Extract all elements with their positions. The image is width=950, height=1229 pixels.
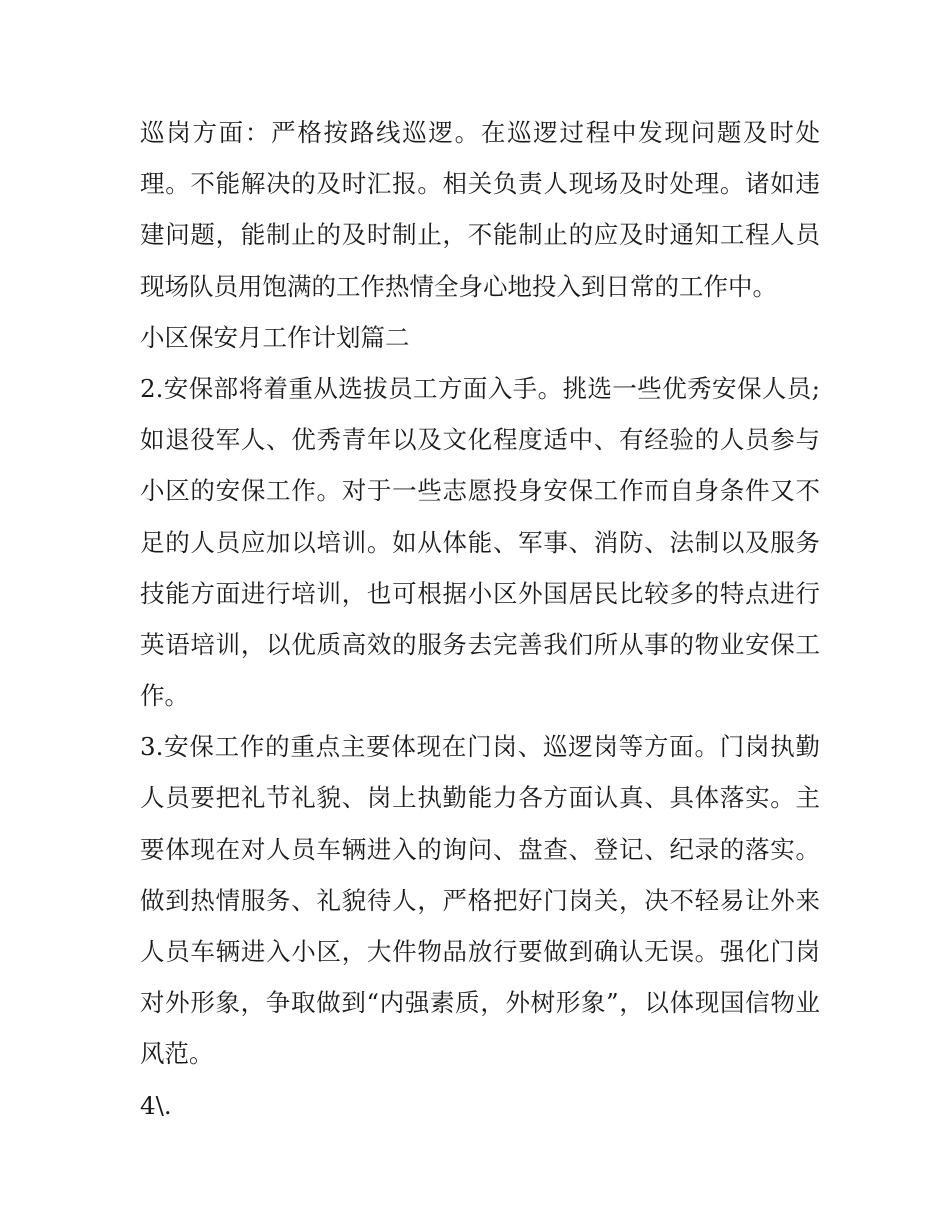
text-line: 小区的安保工作。对于一些志愿投身安保工作而自身条件又不 [140,476,820,506]
text-line: 2.安保部将着重从选拔员工方面入手。挑选一些优秀安保人员; [140,373,820,403]
text-line: 巡岗方面：严格按路线巡逻。在巡逻过程中发现问题及时处 [140,118,820,147]
text-line: 足的人员应加以培训。如从体能、军事、消防、法制以及服务 [140,527,820,557]
text-line: 人员要把礼节礼貌、岗上执勤能力各方面认真、具体落实。主 [140,783,820,813]
section-heading: 小区保安月工作计划篇二 [140,322,410,352]
text-line: 要体现在对人员车辆进入的询问、盘查、登记、纪录的落实。 [140,834,820,864]
text-line: 英语培训，以优质高效的服务去完善我们所从事的物业安保工 [140,629,820,659]
text-line: 技能方面进行培训，也可根据小区外国居民比较多的特点进行 [140,578,820,608]
text-line: 风范。 [140,1039,214,1069]
text-line: 如退役军人、优秀青年以及文化程度适中、有经验的人员参与 [140,425,820,455]
text-line: 建问题，能制止的及时制止，不能制止的应及时通知工程人员 [140,220,820,250]
text-line: 理。不能解决的及时汇报。相关负责人现场及时处理。诸如违 [140,169,820,199]
text-line: 对外形象，争取做到“内强素质，外树形象”，以体现国信物业 [140,988,820,1018]
text-line: 人员车辆进入小区，大件物品放行要做到确认无误。强化门岗 [140,937,820,966]
text-line: 做到热情服务、礼貌待人，严格把好门岗关，决不轻易让外来 [140,885,820,915]
text-line: 现场队员用饱满的工作热情全身心地投入到日常的工作中。 [140,271,777,301]
document-body [140,107,820,1131]
text-line: 作。 [140,681,189,711]
text-line: 3.安保工作的重点主要体现在门岗、巡逻岗等方面。门岗执勤 [140,732,820,762]
text-line: 4\. [140,1090,172,1120]
